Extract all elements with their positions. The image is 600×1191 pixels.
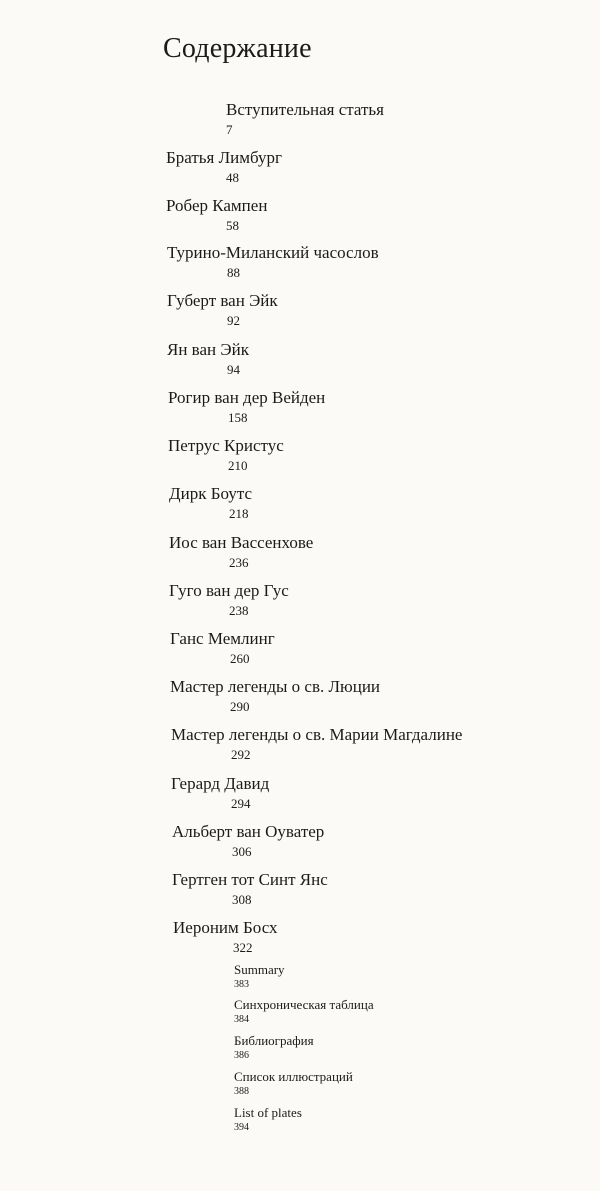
toc-entry-name: Герард Давид [171, 774, 270, 793]
toc-entry-name: Рогир ван дер Вейден [168, 388, 326, 407]
toc-entry-page: 290 [230, 699, 250, 714]
toc-entry [171, 725, 462, 763]
toc-entry-name: Гуго ван дер Гус [169, 581, 289, 600]
toc-entry [172, 822, 324, 860]
toc-entry-name: Робер Кампен [166, 196, 268, 215]
toc-entry [169, 484, 252, 522]
toc-entry-page: 294 [231, 796, 251, 811]
toc-entry-name: Иос ван Вассенхове [169, 533, 314, 552]
appendix-entry-name: Библиография [234, 1033, 314, 1048]
toc-entry-page: 322 [233, 940, 253, 955]
toc-entry-name: Ян ван Эйк [167, 340, 249, 359]
toc-entry-name: Гертген тот Синт Янс [172, 870, 328, 889]
toc-entry [166, 196, 267, 234]
toc-entry [168, 388, 325, 426]
page-title: Содержание [163, 33, 312, 64]
toc-entry-page: 218 [229, 506, 249, 521]
toc-entry-page: 92 [227, 313, 240, 328]
toc-entry-page: 308 [232, 892, 252, 907]
appendix-entry-page: 386 [234, 1050, 249, 1061]
appendix-entry-name: List of plates [234, 1105, 302, 1120]
toc-entry-page: 48 [226, 170, 239, 185]
toc-entry [172, 870, 328, 908]
toc-entry-page: 158 [228, 410, 248, 425]
toc-entry-page: 236 [229, 555, 249, 570]
toc-entry-name: Ганс Мемлинг [170, 629, 275, 648]
toc-entry [169, 533, 313, 571]
toc-entry-page: 210 [228, 458, 248, 473]
appendix-entry-page: 394 [234, 1122, 249, 1133]
toc-entry-name: Мастер легенды о св. Люции [170, 677, 381, 696]
toc-entry-page: 94 [227, 362, 240, 377]
toc-entry-name: Братья Лимбург [166, 148, 282, 167]
appendix-entry-name: Список иллюстраций [234, 1069, 353, 1084]
appendix-entry-name: Синхроническая таблица [234, 997, 374, 1012]
appendix-entry [234, 1069, 353, 1098]
toc-entry-name: Петрус Кристус [168, 436, 284, 455]
appendix-entry [234, 962, 285, 991]
toc-entry-page: 88 [227, 265, 240, 280]
toc-entry-name: Мастер легенды о св. Марии Магдалине [171, 725, 463, 744]
toc-entry-name: Альберт ван Оуватер [172, 822, 325, 841]
toc-entry-page: 238 [229, 603, 249, 618]
toc-entry [166, 148, 282, 186]
toc-entry-name: Вступительная статья [226, 100, 384, 119]
toc-entry-page: 7 [226, 122, 233, 137]
toc-entry [170, 629, 275, 667]
appendix-entry [234, 997, 374, 1026]
toc-entry-page: 58 [226, 218, 239, 233]
appendix-entry-page: 384 [234, 1014, 249, 1025]
toc-entry-name: Турино-Миланский часослов [167, 243, 379, 262]
toc-entry [167, 291, 278, 329]
appendix-entry-page: 383 [234, 979, 249, 990]
toc-entry-page: 292 [231, 747, 251, 762]
toc-entry [168, 436, 284, 474]
appendix-entry [234, 1105, 302, 1134]
toc-entry-page: 260 [230, 651, 250, 666]
toc-entry [167, 243, 379, 281]
toc-entry-name: Дирк Боутс [169, 484, 252, 503]
toc-entry [173, 918, 278, 956]
toc-entry [171, 774, 269, 812]
toc-entry-page: 306 [232, 844, 252, 859]
toc-entry [167, 340, 249, 378]
toc-entry-name: Иероним Босх [173, 918, 278, 937]
toc-entry [170, 677, 380, 715]
appendix-entry-name: Summary [234, 962, 285, 977]
appendix-entry-page: 388 [234, 1086, 249, 1097]
toc-entry-name: Губерт ван Эйк [167, 291, 278, 310]
toc-entry [169, 581, 289, 619]
toc-entry-intro [226, 100, 384, 138]
appendix-entry [234, 1033, 314, 1062]
